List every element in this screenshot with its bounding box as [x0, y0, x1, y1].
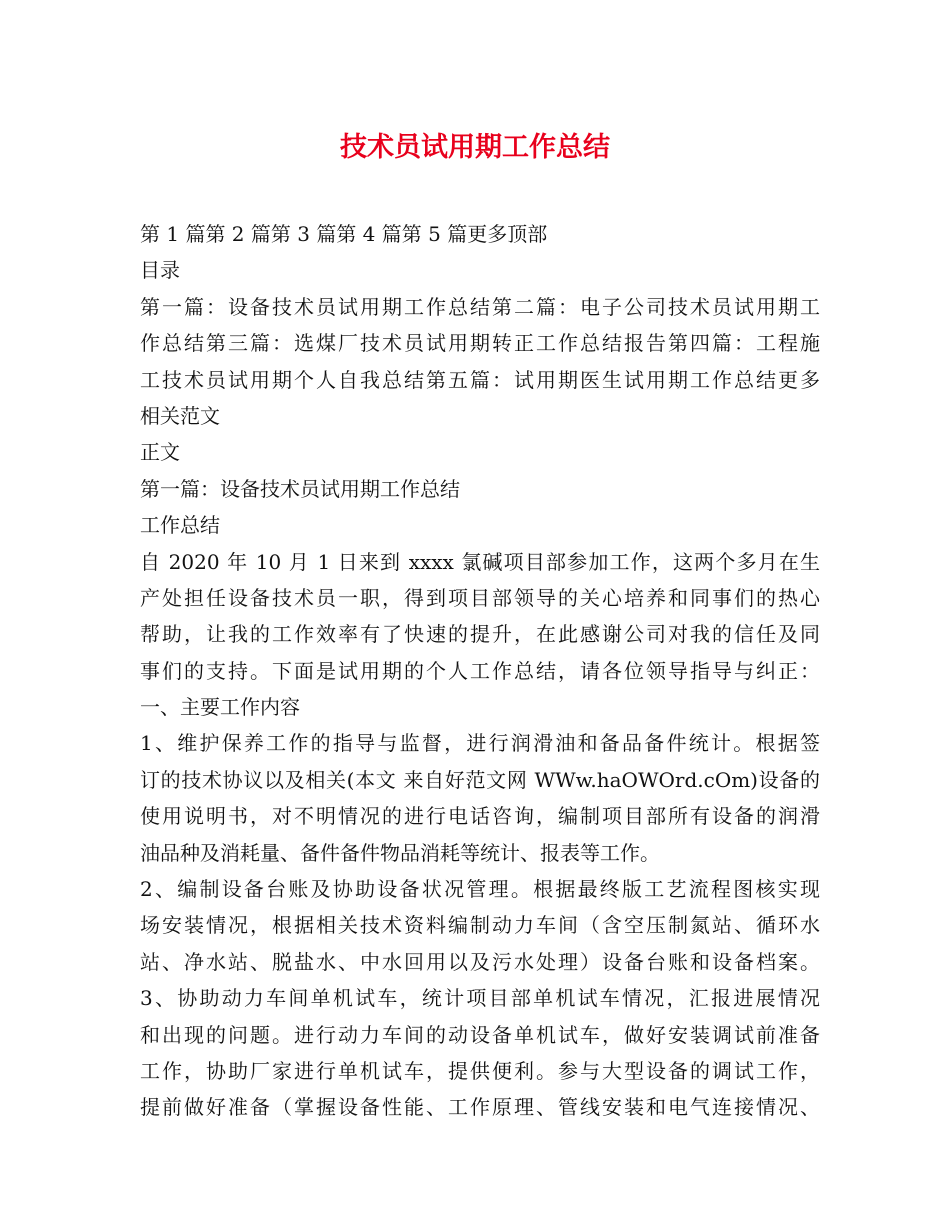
- text-line: 工作，协助厂家进行单机试车，提供便利。参与大型设备的调试工作，: [140, 1058, 820, 1083]
- text-line: 和出现的问题。进行动力车间的动设备单机试车，做好安装调试前准备: [140, 1022, 820, 1047]
- text-line: 相关范文: [140, 403, 220, 428]
- text-line: 目录: [140, 258, 180, 283]
- text-line: 事们的支持。下面是试用期的个人工作总结，请各位领导指导与纠正：: [140, 658, 820, 683]
- text-line: 作总结第三篇：选煤厂技术员试用期转正工作总结报告第四篇：工程施: [140, 331, 820, 356]
- text-line: 3、协助动力车间单机试车，统计项目部单机试车情况，汇报进展情况: [140, 986, 820, 1011]
- text-line: 正文: [140, 440, 180, 465]
- text-line: 工作总结: [140, 513, 220, 538]
- text-line: 提前做好准备（掌握设备性能、工作原理、管线安装和电气连接情况、: [140, 1095, 820, 1120]
- text-line: 工技术员试用期个人自我总结第五篇：试用期医生试用期工作总结更多: [140, 367, 820, 392]
- text-line: 自 2020 年 10 月 1 日来到 xxxx 氯碱项目部参加工作，这两个多月在生: [140, 549, 820, 574]
- text-line: 场安装情况，根据相关技术资料编制动力车间（含空压制氮站、循环水: [140, 913, 820, 938]
- text-line: 2、编制设备台账及协助设备状况管理。根据最终版工艺流程图核实现: [140, 877, 820, 902]
- text-line: 产处担任设备技术员一职，得到项目部领导的关心培养和同事们的热心: [140, 585, 820, 610]
- text-line: 使用说明书，对不明情况的进行电话咨询，编制项目部所有设备的润滑: [140, 804, 820, 829]
- text-line: 第一篇：设备技术员试用期工作总结: [140, 476, 460, 501]
- text-line: 站、净水站、脱盐水、中水回用以及污水处理）设备台账和设备档案。: [140, 949, 820, 974]
- text-line: 第 1 篇第 2 篇第 3 篇第 4 篇第 5 篇更多顶部: [140, 222, 548, 246]
- text-line: 一、主要工作内容: [140, 695, 300, 720]
- text-line: 第一篇：设备技术员试用期工作总结第二篇：电子公司技术员试用期工: [140, 294, 820, 319]
- text-line: 油品种及消耗量、备件备件物品消耗等统计、报表等工作。: [140, 840, 660, 865]
- text-line: 1、维护保养工作的指导与监督，进行润滑油和备品备件统计。根据签: [140, 731, 820, 756]
- text-line: 订的技术协议以及相关(本文 来自好范文网 WWw.haOWOrd.cOm)设备的: [140, 767, 820, 792]
- document-body: [140, 216, 820, 1126]
- text-line: 帮助，让我的工作效率有了快速的提升，在此感谢公司对我的信任及同: [140, 622, 820, 647]
- document-title: 技术员试用期工作总结: [340, 132, 610, 163]
